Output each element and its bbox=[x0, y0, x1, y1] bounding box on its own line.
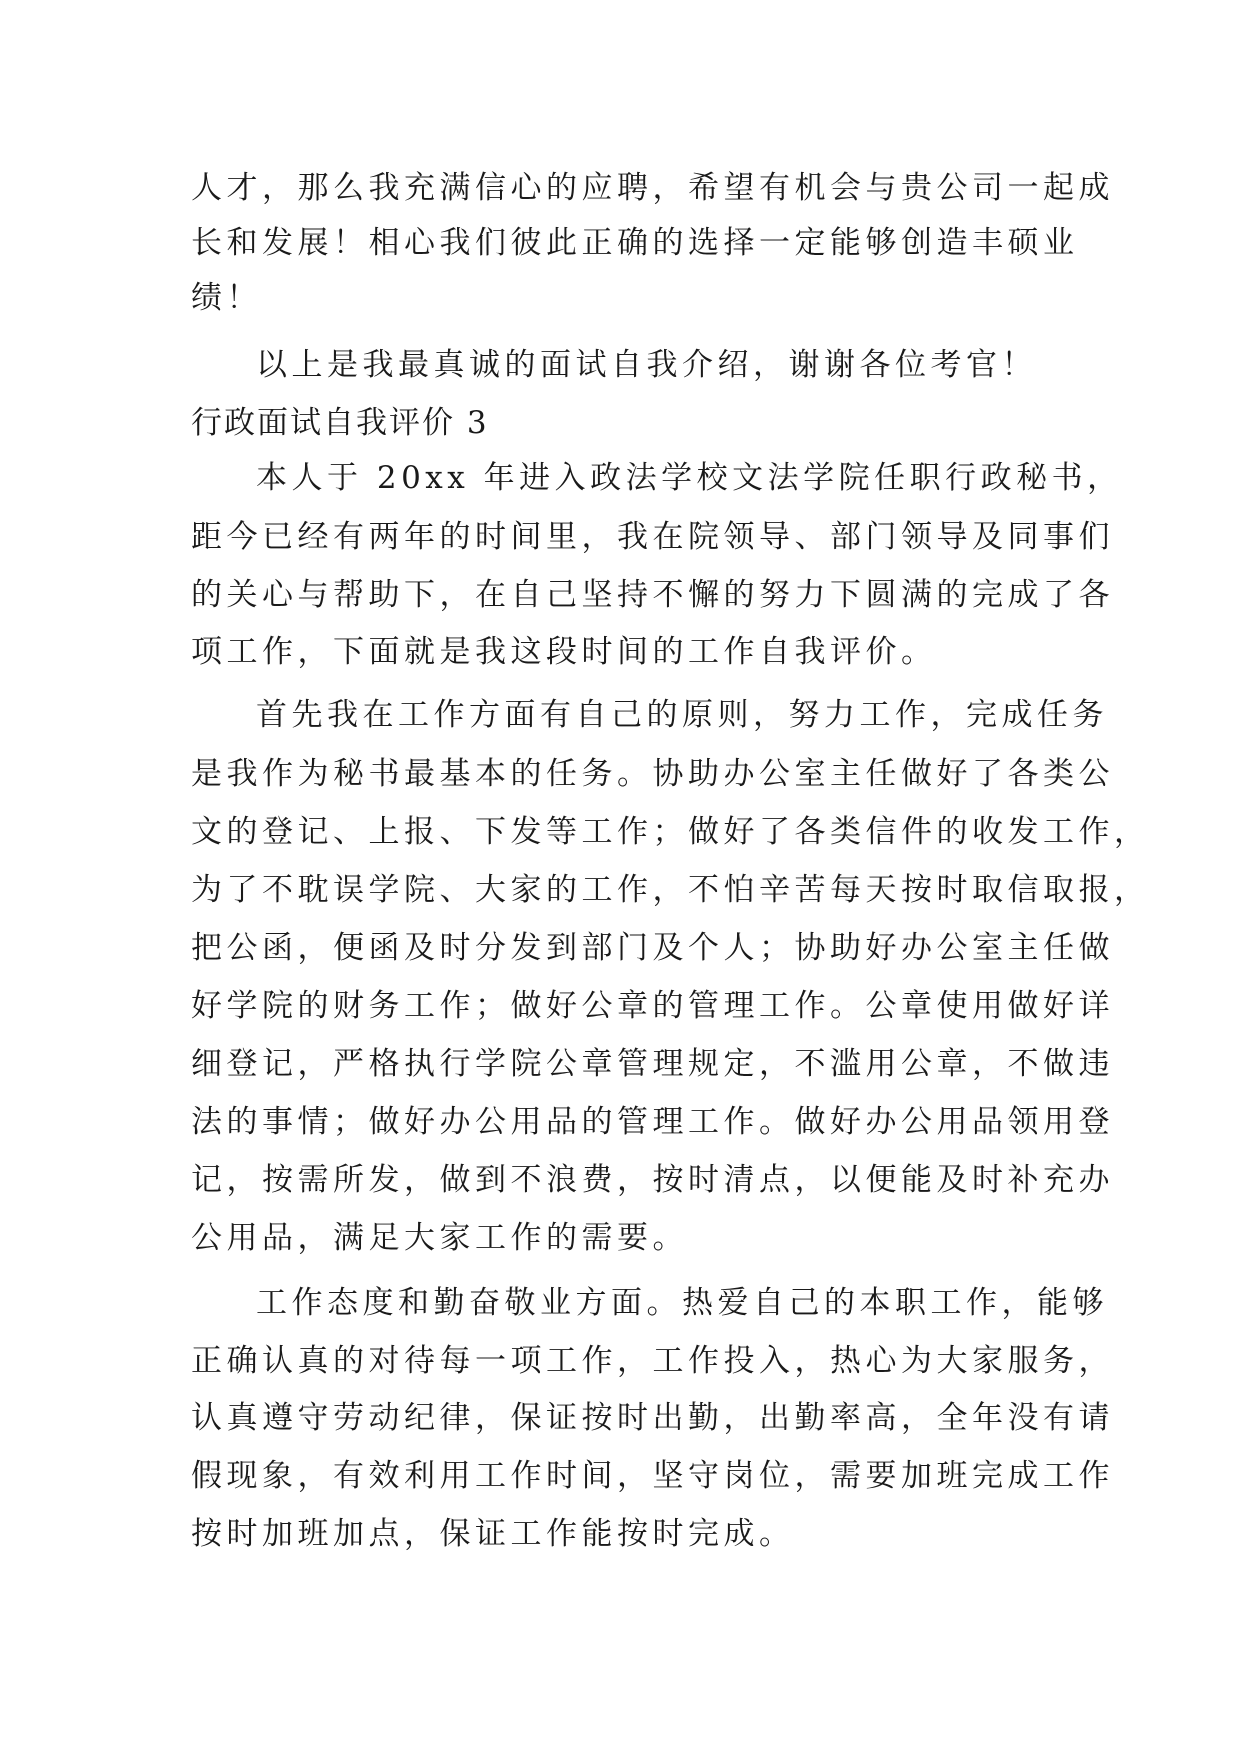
paragraph3-line-2: 正确认真的对待每一项工作，工作投入，热心为大家服务， bbox=[191, 1343, 1114, 1379]
paragraph3-line-4: 假现象，有效利用工作时间，坚守岗位，需要加班完成工作 bbox=[191, 1458, 1114, 1494]
paragraph1-line-2: 距今已经有两年的时间里，我在院领导、部门领导及同事们 bbox=[191, 519, 1114, 555]
intro-line-2: 长和发展！相心我们彼此正确的选择一定能够创造丰硕业 bbox=[191, 225, 1079, 261]
intro-line-3: 绩！ bbox=[191, 280, 262, 316]
paragraph2-line-10: 公用品，满足大家工作的需要。 bbox=[191, 1220, 688, 1256]
paragraph1-line-3: 的关心与帮助下，在自己坚持不懈的努力下圆满的完成了各 bbox=[191, 577, 1114, 613]
paragraph3-line-3: 认真遵守劳动纪律，保证按时出勤，出勤率高，全年没有请 bbox=[191, 1400, 1114, 1436]
paragraph3-line-5: 按时加班加点，保证工作能按时完成。 bbox=[191, 1516, 795, 1552]
paragraph2-line-6: 好学院的财务工作；做好公章的管理工作。公章使用做好详 bbox=[191, 988, 1114, 1024]
paragraph2-line-9: 记，按需所发，做到不浪费，按时清点，以便能及时补充办 bbox=[191, 1162, 1114, 1198]
paragraph2-line-1: 首先我在工作方面有自己的原则，努力工作，完成任务 bbox=[256, 697, 1108, 733]
paragraph2-line-7: 细登记，严格执行学院公章管理规定，不滥用公章，不做违 bbox=[191, 1046, 1114, 1082]
intro-line-1: 人才，那么我充满信心的应聘，希望有机会与贵公司一起成 bbox=[191, 170, 1114, 206]
paragraph1-line-1: 本人于 20xx 年进入政法学校文法学院任职行政秘书， bbox=[256, 460, 1123, 496]
paragraph2-line-8: 法的事情；做好办公用品的管理工作。做好办公用品领用登 bbox=[191, 1104, 1114, 1140]
paragraph3-line-1: 工作态度和勤奋敬业方面。热爱自己的本职工作，能够 bbox=[256, 1285, 1108, 1321]
section-title: 行政面试自我评价 3 bbox=[191, 405, 489, 441]
paragraph2-line-3: 文的登记、上报、下发等工作；做好了各类信件的收发工作， bbox=[191, 814, 1150, 850]
paragraph2-line-4: 为了不耽误学院、大家的工作，不怕辛苦每天按时取信取报， bbox=[191, 872, 1150, 908]
paragraph1-line-4: 项工作，下面就是我这段时间的工作自我评价。 bbox=[191, 634, 937, 670]
paragraph2-line-5: 把公函，便函及时分发到部门及个人；协助好办公室主任做 bbox=[191, 930, 1114, 966]
paragraph2-line-2: 是我作为秘书最基本的任务。协助办公室主任做好了各类公 bbox=[191, 756, 1114, 792]
closing-line: 以上是我最真诚的面试自我介绍，谢谢各位考官！ bbox=[256, 347, 1037, 383]
